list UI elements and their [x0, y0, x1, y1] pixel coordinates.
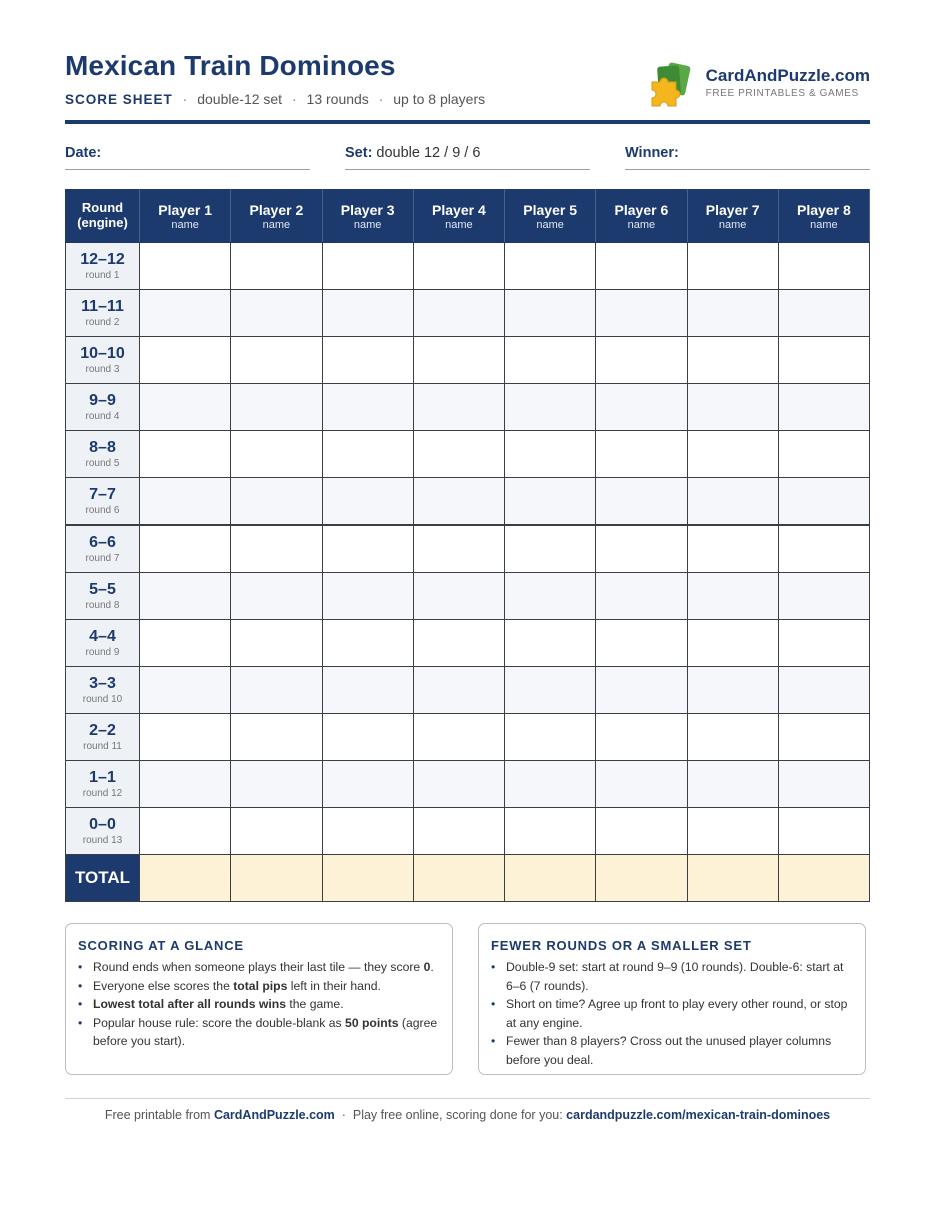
round-number: round 4: [85, 410, 120, 422]
score-cell[interactable]: [231, 667, 322, 714]
footer-middle: · Play free online, scoring done for you:: [334, 1108, 567, 1122]
rule-item: [93, 977, 440, 996]
round-label-cell: [66, 620, 140, 667]
player-name-hint: name: [627, 218, 656, 231]
round-engine-tile: 4–4: [89, 628, 116, 646]
scoring-rules-list: [78, 958, 440, 1051]
player-2-header: [231, 190, 322, 243]
score-cell[interactable]: [687, 337, 778, 384]
score-cell[interactable]: [687, 620, 778, 667]
table-row: [66, 667, 870, 714]
rule-text: Round ends when someone plays their last tile — they score: [93, 960, 424, 974]
score-cell[interactable]: [778, 620, 869, 667]
round-engine-tile: 11–11: [81, 298, 124, 316]
score-cell[interactable]: [596, 384, 687, 431]
brand-tagline: FREE PRINTABLES & GAMES: [705, 87, 859, 99]
score-cell[interactable]: [231, 808, 322, 855]
score-cell[interactable]: [140, 525, 231, 573]
puzzle-piece-cards-icon: [648, 62, 698, 108]
score-cell[interactable]: [322, 525, 413, 573]
round-engine-tile: 1–1: [89, 769, 116, 787]
subtitle-separator: ·: [182, 91, 188, 107]
rule-text: (agree before you start).: [93, 1015, 438, 1048]
header-divider: [65, 120, 870, 124]
score-cell[interactable]: [140, 431, 231, 478]
score-cell[interactable]: [505, 620, 596, 667]
round-label-cell: [66, 525, 140, 573]
score-cell[interactable]: [322, 384, 413, 431]
rule-text: Popular house rule: score the double-blank as: [93, 1015, 346, 1030]
score-cell[interactable]: [687, 761, 778, 808]
score-cell[interactable]: [140, 243, 231, 290]
footer-url-link[interactable]: cardandpuzzle.com/mexican-train-dominoes: [566, 1108, 831, 1122]
score-cell[interactable]: [778, 243, 869, 290]
total-cell[interactable]: [413, 855, 504, 902]
score-cell[interactable]: [596, 808, 687, 855]
brand-name[interactable]: CardAndPuzzle.com: [705, 66, 870, 85]
round-engine-tile: 5–5: [89, 581, 116, 599]
rule-text: Fewer than 8 players? Cross out the unused player columns before you deal.: [506, 1034, 832, 1067]
table-row: [66, 431, 870, 478]
score-cell[interactable]: [231, 761, 322, 808]
player-name: Player 7: [705, 201, 760, 218]
player-6-header: [596, 190, 687, 243]
score-cell[interactable]: [505, 808, 596, 855]
table-row: [66, 761, 870, 808]
score-cell[interactable]: [778, 337, 869, 384]
rule-emphasis: total pips: [233, 978, 288, 993]
score-cell[interactable]: [778, 761, 869, 808]
round-label-cell: [66, 337, 140, 384]
rule-text: the game.: [286, 997, 344, 1011]
score-cell[interactable]: [140, 290, 231, 337]
winner-label: Winner:: [625, 145, 679, 161]
total-cell[interactable]: [231, 855, 322, 902]
score-cell[interactable]: [413, 714, 504, 761]
score-cell[interactable]: [322, 761, 413, 808]
table-row: [66, 620, 870, 667]
score-cell[interactable]: [778, 525, 869, 573]
score-cell[interactable]: [778, 573, 869, 620]
player-4-header: [413, 190, 504, 243]
score-cell[interactable]: [505, 525, 596, 573]
score-cell[interactable]: [778, 714, 869, 761]
table-row: [66, 337, 870, 384]
round-number: round 5: [85, 457, 120, 469]
score-cell[interactable]: [322, 808, 413, 855]
table-row: [66, 808, 870, 855]
rule-emphasis: 0: [423, 960, 431, 974]
round-rows: [66, 243, 870, 902]
round-engine-tile: 2–2: [89, 722, 116, 740]
date-field[interactable]: [65, 145, 310, 170]
brand-block[interactable]: [648, 62, 870, 108]
score-cell[interactable]: [231, 714, 322, 761]
score-cell[interactable]: [413, 620, 504, 667]
table-row: [66, 478, 870, 526]
score-cell[interactable]: [231, 478, 322, 526]
score-cell[interactable]: [596, 620, 687, 667]
round-engine-tile: 9–9: [89, 392, 116, 410]
rule-item: [93, 1014, 440, 1051]
score-cell[interactable]: [596, 478, 687, 526]
page-title: Mexican Train Dominoes: [65, 50, 396, 81]
score-cell[interactable]: [322, 290, 413, 337]
round-engine-tile: 0–0: [89, 816, 116, 834]
round-engine-tile: 12–12: [80, 251, 125, 269]
round-header-line2: (engine): [77, 215, 128, 230]
rule-text: .: [430, 960, 434, 974]
score-cell[interactable]: [231, 431, 322, 478]
score-cell[interactable]: [596, 290, 687, 337]
total-cell[interactable]: [596, 855, 687, 902]
rule-text: left in their hand.: [287, 978, 381, 993]
round-number: round 13: [82, 834, 123, 846]
fewer-rounds-title: FEWER ROUNDS OR A SMALLER SET: [491, 938, 752, 953]
score-cell[interactable]: [505, 667, 596, 714]
score-cell[interactable]: [140, 573, 231, 620]
round-number: round 2: [85, 316, 120, 328]
score-cell[interactable]: [231, 337, 322, 384]
table-row: [66, 384, 870, 431]
set-label: Set:: [345, 145, 373, 161]
round-number: round 9: [85, 646, 120, 658]
table-row: [66, 573, 870, 620]
score-cell[interactable]: [413, 525, 504, 573]
table-row: [66, 243, 870, 290]
score-cell[interactable]: [778, 808, 869, 855]
score-cell[interactable]: [687, 243, 778, 290]
player-name: Player 8: [797, 201, 851, 218]
footer-site-link[interactable]: CardAndPuzzle.com: [213, 1108, 335, 1122]
set-field[interactable]: [345, 145, 590, 170]
round-label-cell: [66, 243, 140, 290]
player-name-hint: name: [536, 218, 564, 231]
scoring-rules-box: [65, 923, 453, 1075]
total-label: TOTAL: [66, 855, 140, 902]
score-cell[interactable]: [505, 431, 596, 478]
subtitle-label: SCORE SHEET: [65, 92, 173, 107]
score-cell[interactable]: [687, 808, 778, 855]
score-cell[interactable]: [322, 714, 413, 761]
score-cell[interactable]: [596, 525, 687, 573]
brand-text: [706, 62, 870, 99]
score-cell[interactable]: [231, 573, 322, 620]
set-value[interactable]: double 12 / 9 / 6: [376, 145, 481, 161]
player-name: Player 5: [523, 201, 577, 218]
round-number: round 3: [85, 363, 120, 375]
rule-text: Short on time? Agree up front to play every other round, or stop at any engine.: [506, 997, 848, 1030]
round-column-header: [66, 190, 140, 243]
round-engine-tile: 7–7: [89, 486, 116, 504]
table-row: [66, 525, 870, 573]
player-name: Player 3: [340, 201, 395, 218]
score-cell[interactable]: [322, 337, 413, 384]
score-cell[interactable]: [687, 573, 778, 620]
score-cell[interactable]: [778, 384, 869, 431]
round-number: round 7: [85, 552, 120, 564]
player-3-header: [322, 190, 413, 243]
fewer-rounds-box: [478, 923, 866, 1075]
score-cell[interactable]: [596, 431, 687, 478]
player-1-header: [140, 190, 231, 243]
total-cell[interactable]: [778, 855, 869, 902]
player-name-hint: name: [353, 218, 382, 231]
fewer-rounds-list: [491, 958, 853, 1069]
subtitle-players: up to 8 players: [393, 91, 486, 107]
score-cell[interactable]: [322, 667, 413, 714]
round-label-cell: [66, 808, 140, 855]
footer-prefix: Free printable from: [104, 1108, 214, 1122]
subtitle-rounds: 13 rounds: [306, 91, 369, 107]
score-cell[interactable]: [596, 337, 687, 384]
player-name: Player 1: [158, 201, 212, 218]
score-cell[interactable]: [505, 573, 596, 620]
rule-item: [93, 995, 440, 1014]
score-cell[interactable]: [505, 384, 596, 431]
score-cell[interactable]: [413, 808, 504, 855]
score-cell[interactable]: [322, 478, 413, 526]
round-engine-tile: 3–3: [89, 675, 116, 693]
subtitle-set: double-12 set: [197, 91, 283, 107]
score-cell[interactable]: [140, 808, 231, 855]
score-cell[interactable]: [413, 243, 504, 290]
score-cell[interactable]: [505, 478, 596, 526]
total-cell[interactable]: [505, 855, 596, 902]
rule-emphasis: 50 points: [345, 1015, 399, 1030]
score-cell[interactable]: [413, 478, 504, 526]
score-cell[interactable]: [687, 431, 778, 478]
score-cell[interactable]: [140, 620, 231, 667]
score-cell[interactable]: [231, 290, 322, 337]
score-cell[interactable]: [413, 573, 504, 620]
score-cell[interactable]: [140, 714, 231, 761]
round-label-cell: [66, 714, 140, 761]
player-name: Player 2: [249, 201, 304, 218]
score-cell[interactable]: [322, 431, 413, 478]
round-number: round 8: [85, 599, 120, 611]
scoring-rules-title: SCORING AT A GLANCE: [78, 938, 244, 953]
total-cell[interactable]: [140, 855, 231, 902]
player-name-hint: name: [171, 218, 199, 231]
score-cell[interactable]: [596, 761, 687, 808]
score-cell[interactable]: [687, 714, 778, 761]
player-5-header: [505, 190, 596, 243]
winner-field[interactable]: [625, 145, 870, 170]
round-engine-tile: 6–6: [89, 534, 116, 552]
round-number: round 1: [85, 269, 120, 281]
score-cell[interactable]: [413, 337, 504, 384]
round-label-cell: [66, 573, 140, 620]
round-number: round 6: [85, 504, 120, 516]
player-name-hint: name: [262, 218, 291, 231]
score-cell[interactable]: [687, 478, 778, 526]
round-label-cell: [66, 290, 140, 337]
score-cell[interactable]: [140, 761, 231, 808]
round-header-line1: Round: [81, 200, 124, 216]
score-table: [65, 189, 870, 902]
table-header-row: [66, 190, 870, 243]
score-cell[interactable]: [140, 337, 231, 384]
score-cell[interactable]: [505, 714, 596, 761]
rule-item: [506, 958, 853, 995]
rule-item: [506, 995, 853, 1032]
player-name-hint: name: [718, 218, 747, 231]
score-cell[interactable]: [322, 620, 413, 667]
page-footer: [65, 1108, 870, 1122]
round-engine-tile: 10–10: [80, 345, 125, 363]
player-8-header: [778, 190, 869, 243]
score-cell[interactable]: [687, 384, 778, 431]
round-label-cell: [66, 384, 140, 431]
player-name: Player 6: [614, 201, 669, 218]
rule-emphasis: Lowest total after all rounds wins: [93, 997, 286, 1011]
player-name-hint: name: [445, 218, 473, 231]
score-cell[interactable]: [231, 620, 322, 667]
round-label-cell: [66, 478, 140, 526]
round-label-cell: [66, 667, 140, 714]
rule-item: [506, 1032, 853, 1069]
player-7-header: [687, 190, 778, 243]
score-cell[interactable]: [322, 243, 413, 290]
round-engine-tile: 8–8: [89, 439, 116, 457]
score-cell[interactable]: [505, 290, 596, 337]
score-cell[interactable]: [687, 290, 778, 337]
table-row: [66, 714, 870, 761]
score-cell[interactable]: [231, 525, 322, 573]
total-cell[interactable]: [322, 855, 413, 902]
subtitle-separator: ·: [291, 91, 297, 107]
score-cell[interactable]: [413, 761, 504, 808]
round-number: round 11: [83, 740, 122, 752]
round-number: round 10: [82, 693, 123, 705]
score-cell[interactable]: [231, 243, 322, 290]
score-cell[interactable]: [231, 384, 322, 431]
player-name: Player 4: [432, 201, 486, 218]
score-cell[interactable]: [413, 431, 504, 478]
score-cell[interactable]: [596, 714, 687, 761]
score-cell[interactable]: [505, 337, 596, 384]
score-cell[interactable]: [778, 290, 869, 337]
total-row: [66, 855, 870, 902]
score-cell[interactable]: [505, 761, 596, 808]
subtitle-separator: ·: [378, 91, 384, 107]
score-cell[interactable]: [140, 478, 231, 526]
score-cell[interactable]: [322, 573, 413, 620]
date-label: Date:: [65, 145, 102, 161]
score-cell[interactable]: [687, 525, 778, 573]
score-cell[interactable]: [140, 667, 231, 714]
score-cell[interactable]: [413, 384, 504, 431]
page-subtitle: [65, 91, 485, 107]
round-number: round 12: [82, 787, 123, 799]
round-label-cell: [66, 761, 140, 808]
footer-divider: [65, 1098, 870, 1099]
score-cell[interactable]: [596, 573, 687, 620]
rule-item: [93, 958, 440, 977]
score-cell[interactable]: [687, 667, 778, 714]
table-row: [66, 290, 870, 337]
rule-text: Double-9 set: start at round 9–9 (10 rounds). Double-6: start at 6–6 (7 rounds).: [506, 960, 844, 993]
score-cell[interactable]: [505, 243, 596, 290]
round-label-cell: [66, 431, 140, 478]
player-name-hint: name: [810, 218, 838, 231]
rule-text: Everyone else scores the: [93, 978, 234, 993]
total-cell[interactable]: [687, 855, 778, 902]
score-cell[interactable]: [596, 243, 687, 290]
score-cell[interactable]: [778, 667, 869, 714]
score-cell[interactable]: [413, 667, 504, 714]
score-cell[interactable]: [778, 431, 869, 478]
score-cell[interactable]: [413, 290, 504, 337]
score-cell[interactable]: [596, 667, 687, 714]
score-cell[interactable]: [140, 384, 231, 431]
score-cell[interactable]: [778, 478, 869, 526]
